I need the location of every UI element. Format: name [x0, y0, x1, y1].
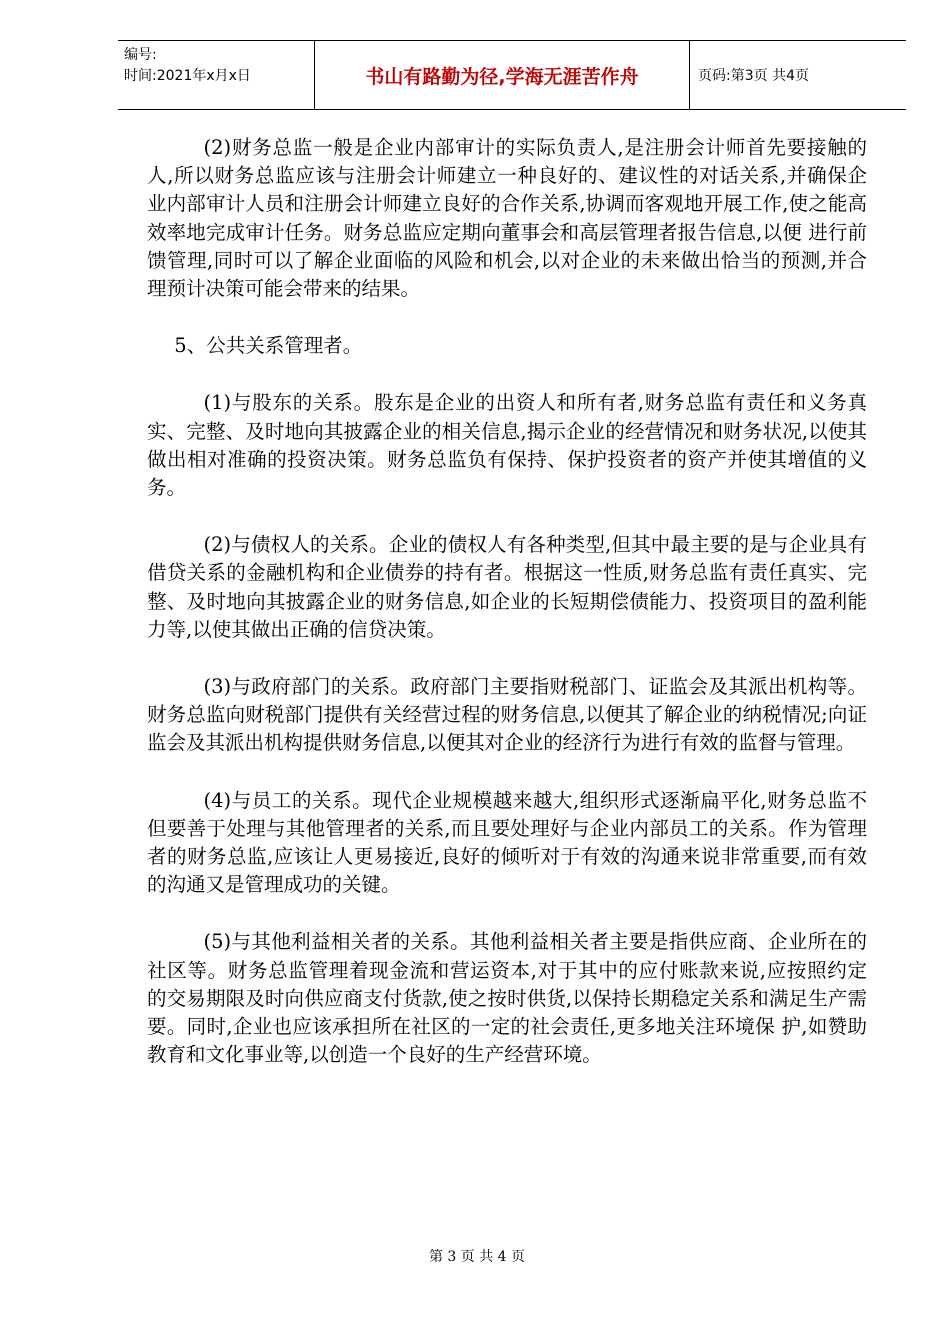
paragraph-other-stakeholders: (5)与其他利益相关者的关系。其他利益相关者主要是指供应商、企业所在的社区等。财务总监管理着现金流和营运资本,对于其中的应付账款来说,应按照约定 的交易期限及时向供应商支付货款,使之按时供货,以保持长期稳定关系和满足生产需要。同时,企业也应该承担所在社区的一定的社会责任,更多地关注环境保 护,如赞助教育和文化事业等,以创造一个良好的生产经营环境。	[147, 930, 867, 1067]
paragraph-shareholders: (1)与股东的关系。股东是企业的出资人和所有者,财务总监有责任和义务真实、完整、及时地向其披露企业的相关信息,揭示企业的经营情况和财务状况,以使其做出相对准确的投资决策。财务总监负有保持、保护投资者的资产并使其增值的义务。	[147, 391, 867, 500]
header-page-info: 页码:第3页 共4页	[698, 68, 809, 84]
page-footer: 第 3 页 共 4 页	[428, 1249, 526, 1265]
header-motto: 书山有路勤为径,学海无涯苦作舟	[315, 41, 690, 109]
paragraph-audit-liaison: (2)财务总监一般是企业内部审计的实际负责人,是注册会计师首先要接触的人,所以财务总监应该与注册会计师建立一种良好的、建议性的对话关系,并确保企 业内部审计人员和注册会计师建立良好的合作关系,协调而客观地开展工作,使之能高效率地完成审计任务。财务总监应定期向董事会和高层管理者报告信息,以便 进行前馈管理,同时可以了解企业面临的风险和机会,以对企业的未来做出恰当的预测,并合理预计决策可能会带来的结果。	[147, 136, 867, 301]
paragraph-creditors: (2)与债权人的关系。企业的债权人有各种类型,但其中最主要的是与企业具有借贷关系的金融机构和企业债券的持有者。根据这一性质,财务总监有责任真实、完整、及时地向其披露企业的财务信息,如企业的长短期偿债能力、投资项目的盈利能力等,以使其做出正确的信贷决策。	[147, 533, 867, 641]
header-meta	[118, 41, 315, 109]
section-heading-public-relations: 5、公共关系管理者。	[174, 334, 363, 358]
paragraph-government: (3)与政府部门的关系。政府部门主要指财税部门、证监会及其派出机构等。财务总监向财税部门提供有关经营过程的财务信息,以便其了解企业的纳税情况;向证监会及其派出机构提供财务信息,以便其对企业的经济行为进行有效的监督与管理。	[147, 675, 867, 755]
document-number-label: 编号:	[124, 47, 157, 63]
document-body	[147, 134, 867, 1098]
page-header	[118, 40, 906, 110]
paragraph-employees: (4)与员工的关系。现代企业规模越来越大,组织形式逐渐扁平化,财务总监不但要善于处理与其他管理者的关系,而且要处理好与企业内部员工的关系。作为管理者的财务总监,应该让人更易接近,良好的倾听对于有效的沟通来说非常重要,而有效的沟通又是管理成功的关键。	[147, 788, 867, 897]
document-time-label: 时间:2021年x月x日	[124, 68, 251, 84]
